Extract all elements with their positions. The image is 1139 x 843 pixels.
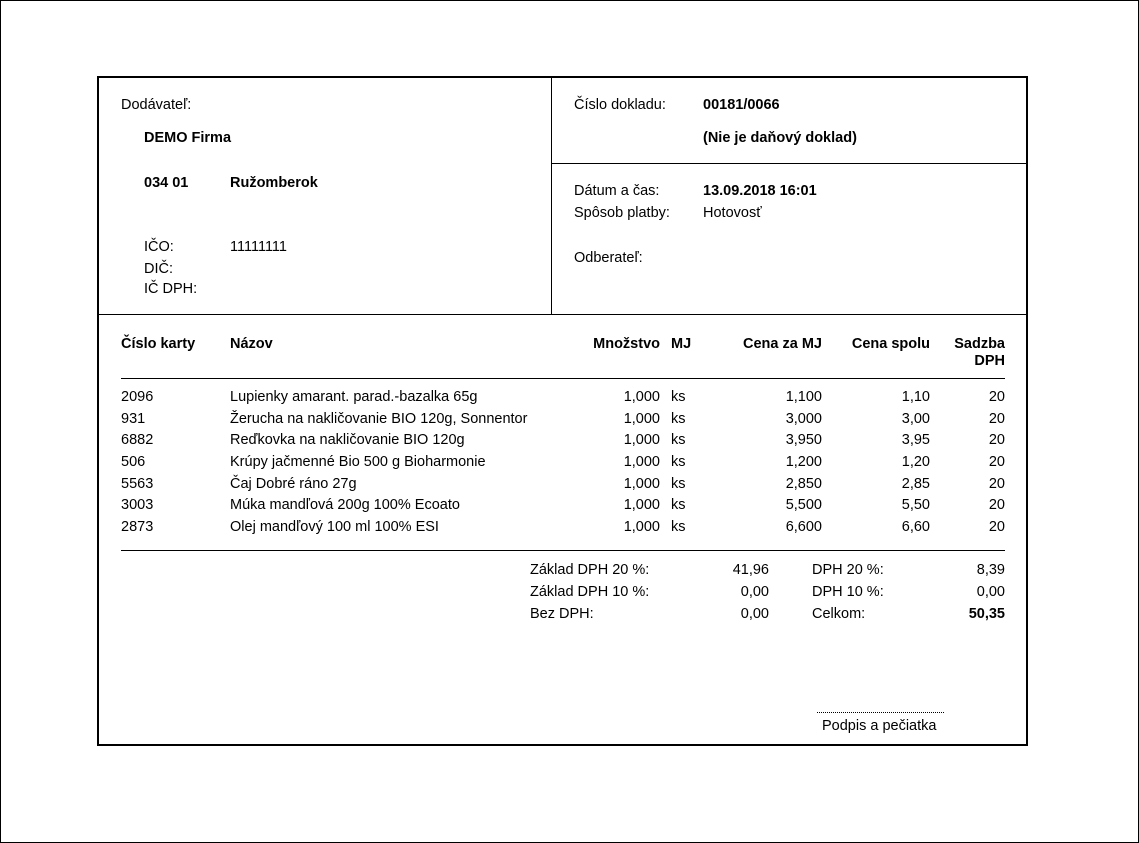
row-name: Čaj Dobré ráno 27g — [230, 476, 357, 492]
header-vertical-divider — [551, 78, 552, 314]
row-unit-price: 3,950 — [785, 432, 822, 448]
row-vat: 20 — [988, 432, 1005, 448]
row-name: Lupienky amarant. parad.-bazalka 65g — [230, 389, 478, 405]
row-name: Múka mandľová 200g 100% Ecoato — [230, 497, 460, 513]
base10-value: 0,00 — [740, 584, 769, 600]
header-right-divider — [551, 163, 1026, 164]
row-card: 506 — [121, 454, 146, 470]
payment-value: Hotovosť — [703, 205, 762, 221]
col-header-name: Názov — [230, 336, 273, 352]
row-unit: ks — [671, 497, 686, 513]
col-header-vat-rate: Sadzba — [954, 336, 1005, 352]
dic-label: DIČ: — [144, 261, 173, 277]
row-qty: 1,000 — [623, 476, 660, 492]
row-qty: 1,000 — [623, 389, 660, 405]
customer-label: Odberateľ: — [574, 250, 643, 266]
vat10-label: DPH 10 %: — [812, 584, 884, 600]
doc-number-label: Číslo dokladu: — [574, 97, 666, 113]
row-unit: ks — [671, 476, 686, 492]
row-total: 3,00 — [901, 411, 930, 427]
signature-label: Podpis a pečiatka — [822, 718, 937, 734]
col-header-vat-rate-2: DPH — [974, 353, 1005, 369]
table-footer-rule — [121, 550, 1005, 551]
row-unit-price: 1,200 — [785, 454, 822, 470]
supplier-zip: 034 01 — [144, 175, 189, 191]
row-unit-price: 1,100 — [785, 389, 822, 405]
vat20-value: 8,39 — [976, 562, 1005, 578]
row-vat: 20 — [988, 454, 1005, 470]
datetime-value: 13.09.2018 16:01 — [703, 183, 817, 199]
vat20-label: DPH 20 %: — [812, 562, 884, 578]
row-vat: 20 — [988, 497, 1005, 513]
row-total: 1,10 — [901, 389, 930, 405]
row-qty: 1,000 — [623, 454, 660, 470]
row-vat: 20 — [988, 476, 1005, 492]
row-unit: ks — [671, 454, 686, 470]
row-vat: 20 — [988, 411, 1005, 427]
row-qty: 1,000 — [623, 411, 660, 427]
row-total: 1,20 — [901, 454, 930, 470]
row-card: 2096 — [121, 389, 154, 405]
row-vat: 20 — [988, 389, 1005, 405]
col-header-unit-price: Cena za MJ — [743, 336, 822, 352]
row-card: 2873 — [121, 519, 154, 535]
payment-label: Spôsob platby: — [574, 205, 670, 221]
row-unit-price: 5,500 — [785, 497, 822, 513]
row-name: Krúpy jačmenné Bio 500 g Bioharmonie — [230, 454, 486, 470]
novat-label: Bez DPH: — [530, 606, 594, 622]
row-unit: ks — [671, 519, 686, 535]
supplier-name: DEMO Firma — [144, 130, 232, 146]
base20-value: 41,96 — [732, 562, 769, 578]
row-total: 2,85 — [901, 476, 930, 492]
row-unit: ks — [671, 432, 686, 448]
total-label: Celkom: — [812, 606, 866, 622]
row-total: 3,95 — [901, 432, 930, 448]
doc-note: (Nie je daňový doklad) — [703, 130, 857, 146]
row-card: 6882 — [121, 432, 154, 448]
doc-number-value: 00181/0066 — [703, 97, 780, 113]
header-bottom-divider — [99, 314, 1026, 315]
row-name: Reďkovka na nakličovanie BIO 120g — [230, 432, 465, 448]
col-header-total: Cena spolu — [851, 336, 930, 352]
row-qty: 1,000 — [623, 497, 660, 513]
signature-line — [817, 712, 944, 713]
row-total: 5,50 — [901, 497, 930, 513]
invoice-document — [97, 76, 1028, 746]
total-value: 50,35 — [968, 606, 1005, 622]
row-unit: ks — [671, 411, 686, 427]
ico-value: 11111111 — [230, 239, 287, 255]
row-unit: ks — [671, 389, 686, 405]
row-card: 3003 — [121, 497, 154, 513]
row-unit-price: 2,850 — [785, 476, 822, 492]
row-vat: 20 — [988, 519, 1005, 535]
row-unit-price: 6,600 — [785, 519, 822, 535]
row-qty: 1,000 — [623, 519, 660, 535]
row-name: Olej mandľový 100 ml 100% ESI — [230, 519, 439, 535]
base10-label: Základ DPH 10 %: — [530, 584, 650, 600]
table-header-rule — [121, 378, 1005, 379]
supplier-label: Dodávateľ: — [121, 97, 192, 113]
row-qty: 1,000 — [623, 432, 660, 448]
col-header-qty: Množstvo — [593, 336, 660, 352]
ico-label: IČO: — [144, 239, 174, 255]
datetime-label: Dátum a čas: — [574, 183, 660, 199]
row-total: 6,60 — [901, 519, 930, 535]
row-name: Žerucha na nakličovanie BIO 120g, Sonnentor — [230, 411, 528, 427]
novat-value: 0,00 — [740, 606, 769, 622]
icdph-label: IČ DPH: — [144, 281, 198, 297]
supplier-city: Ružomberok — [230, 175, 318, 191]
base20-label: Základ DPH 20 %: — [530, 562, 650, 578]
vat10-value: 0,00 — [976, 584, 1005, 600]
row-card: 5563 — [121, 476, 154, 492]
row-card: 931 — [121, 411, 146, 427]
col-header-card: Číslo karty — [121, 336, 196, 352]
row-unit-price: 3,000 — [785, 411, 822, 427]
col-header-unit: MJ — [671, 336, 692, 352]
